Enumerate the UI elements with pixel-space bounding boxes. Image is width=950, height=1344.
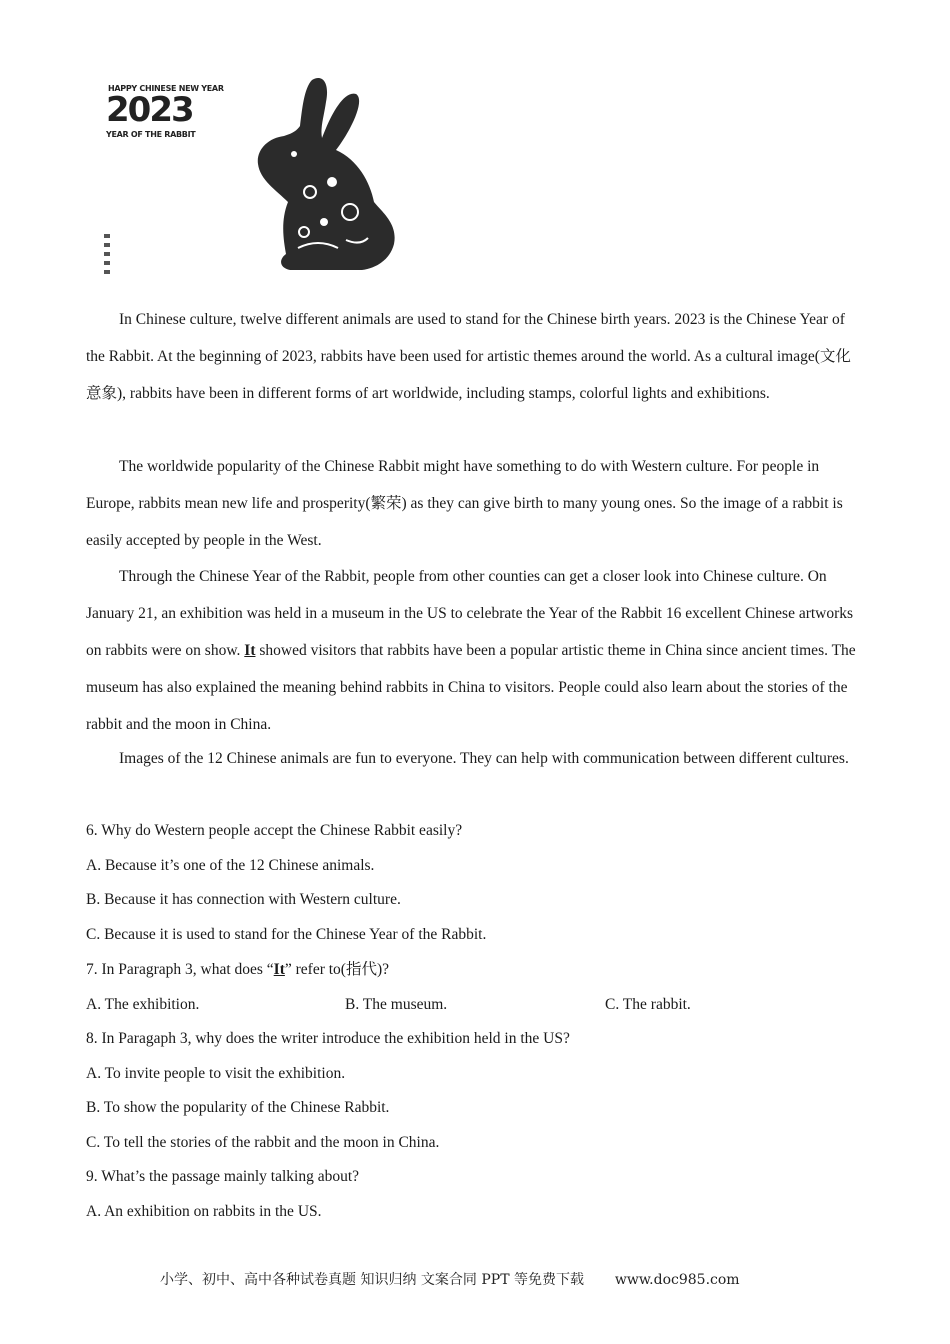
poster-bottom-line: YEAR OF THE RABBIT (106, 130, 196, 139)
question-7-underlined-it: It (273, 961, 285, 978)
paragraph-1-text: In Chinese culture, twelve different animals are used to stand for the Chinese birth years. 2023 is the Chinese Year of the Rabbit. At the beginning of 2023, rabbits have been used for artistic themes around the world. As a cultural image(文化意象), rabbits have been in different forms of art worldwide, including stamps, colorful lights and exhibitions. (86, 311, 851, 402)
question-9-option-a: A. An exhibition on rabbits in the US. (86, 1203, 322, 1220)
paragraph-3-text-after: showed visitors that rabbits have been a popular artistic theme in China since ancient times. The museum has also explained the meaning behind rabbits in China to visitors. People could also learn about the stories of the rabbit and the moon in China. (86, 642, 856, 733)
question-7-option-a: A. The exhibition. (86, 996, 200, 1013)
question-6-option-c: C. Because it is used to stand for the Chinese Year of the Rabbit. (86, 926, 487, 943)
question-7-option-c: C. The rabbit. (605, 996, 691, 1013)
question-7 (86, 960, 389, 980)
footer-text: 小学、初中、高中各种试卷真题 知识归纳 文案合同 PPT 等免费下载 (160, 1272, 584, 1288)
poster-year: 2023 (106, 90, 193, 130)
question-6: 6. Why do Western people accept the Chinese Rabbit easily? (86, 822, 463, 839)
question-8: 8. In Paragaph 3, why does the writer introduce the exhibition held in the US? (86, 1030, 570, 1047)
question-8-option-a: A. To invite people to visit the exhibition. (86, 1065, 346, 1082)
question-7-option-b: B. The museum. (345, 996, 448, 1013)
underlined-it: It (244, 642, 256, 659)
poster-top-line: HAPPY CHINESE NEW YEAR (108, 84, 224, 93)
paragraph-2-text: The worldwide popularity of the Chinese Rabbit might have something to do with Western culture. For people in Europe, rabbits mean new life and prosperity(繁荣) as they can give birth to many young ones. So the image of a rabbit is easily accepted by people in the West. (86, 458, 843, 549)
page-footer (160, 1269, 740, 1289)
paragraph-2 (86, 448, 864, 559)
paragraph-1 (86, 301, 864, 412)
paragraph-3-text-before: Through the Chinese Year of the Rabbit, people from other counties can get a closer look into Chinese culture. On January 21, an exhibition was held in a museum in the US to celebrate the Year of the Rabbit 16 excellent Chinese artworks on rabbits were on show. (86, 568, 854, 659)
question-7-text-before: 7. In Paragraph 3, what does “ (86, 961, 274, 978)
question-9: 9. What’s the passage mainly talking about? (86, 1168, 360, 1185)
question-8-option-c: C. To tell the stories of the rabbit and the moon in China. (86, 1134, 440, 1151)
question-6-option-b: B. Because it has connection with Western culture. (86, 891, 401, 908)
question-7-text-after: ” refer to(指代)? (284, 961, 390, 978)
paragraph-4-text: Images of the 12 Chinese animals are fun to everyone. They can help with communication between different cultures. (119, 750, 849, 767)
rabbit-poster-image (100, 72, 410, 277)
paragraph-4 (86, 740, 864, 777)
footer-url-link[interactable]: www.doc985.com (614, 1272, 740, 1288)
question-6-option-a: A. Because it’s one of the 12 Chinese animals. (86, 857, 375, 874)
question-8-option-b: B. To show the popularity of the Chinese Rabbit. (86, 1099, 390, 1116)
rabbit-silhouette-icon (250, 72, 410, 277)
seal-stamp (104, 234, 110, 274)
paragraph-3 (86, 558, 864, 743)
